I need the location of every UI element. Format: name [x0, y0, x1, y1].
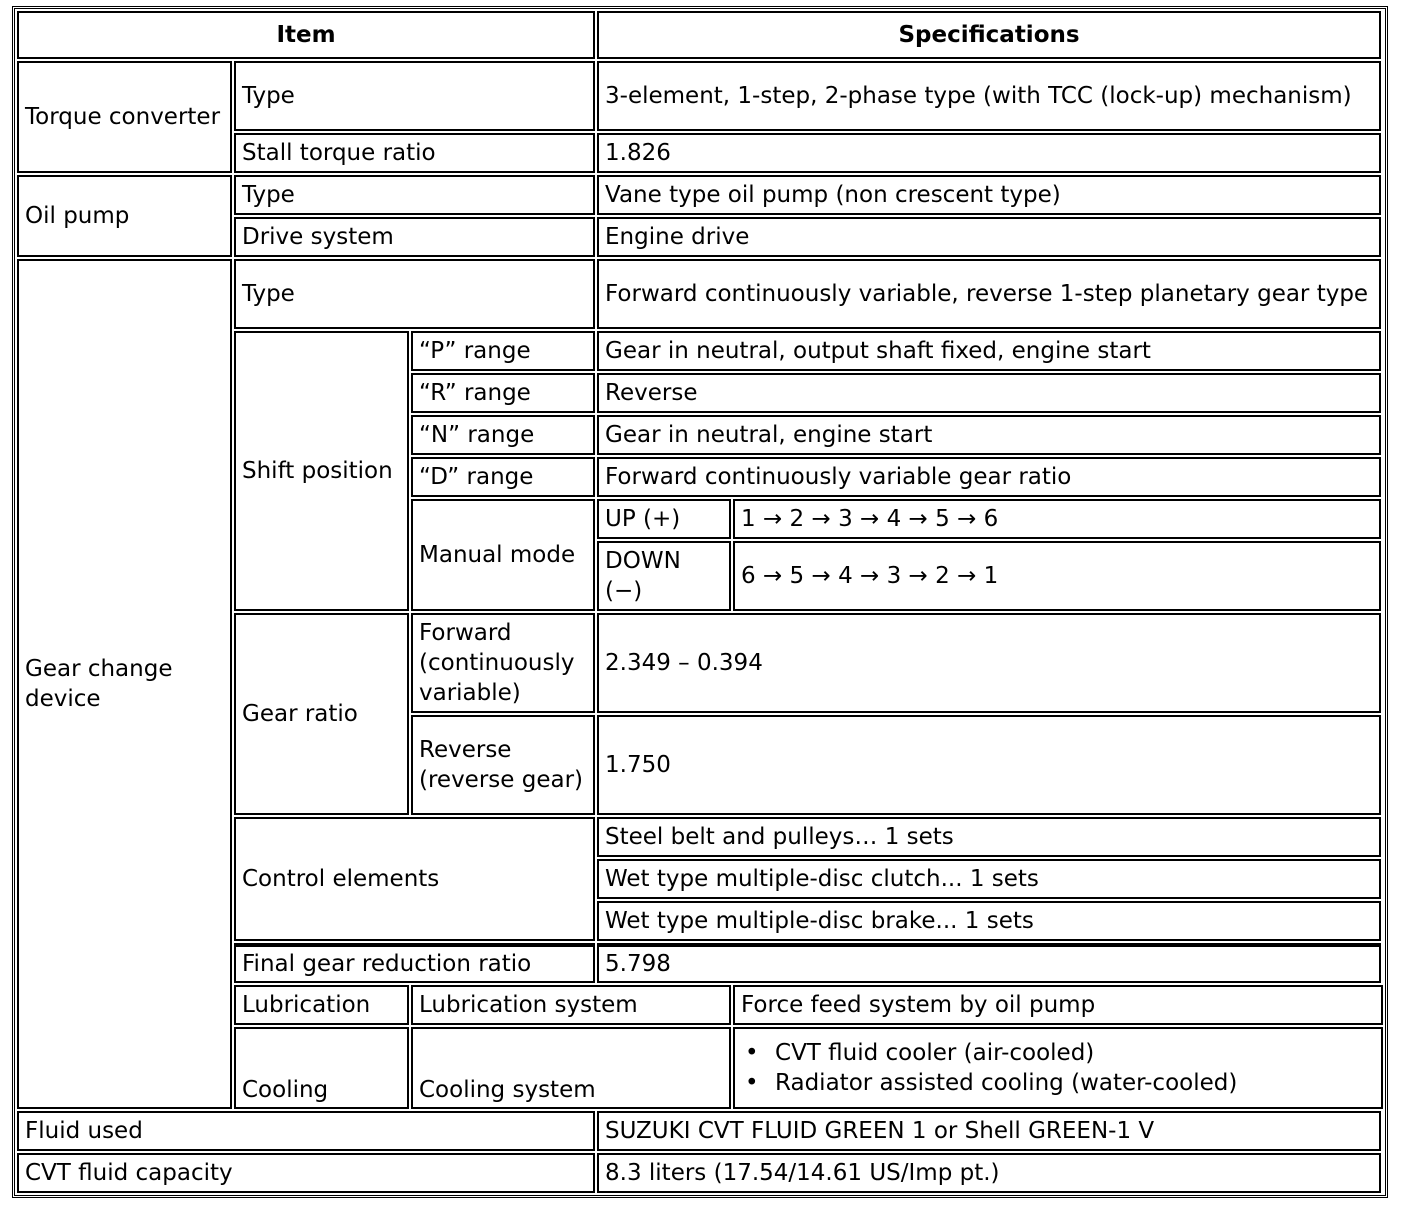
header-specifications: Specifications	[597, 11, 1381, 59]
forward-label: Forward (continuously variable)	[411, 613, 595, 713]
gear-change-type-value: Forward continuously variable, reverse 1-step planetary gear type	[597, 259, 1381, 329]
torque-converter-type-value: 3-element, 1-step, 2-phase type (with TCC (lock-up) mechanism)	[597, 61, 1381, 131]
n-range-value: Gear in neutral, engine start	[597, 415, 1381, 455]
oil-pump-type-label: Type	[234, 175, 595, 215]
p-range-label: “P” range	[411, 331, 595, 371]
p-range-value: Gear in neutral, output shaft fixed, engine start	[597, 331, 1381, 371]
oil-pump-label: Oil pump	[17, 175, 232, 257]
gear-change-type-label: Type	[234, 259, 595, 329]
header-row	[17, 11, 1383, 59]
list-item: • CVT fluid cooler (air-cooled)	[741, 1038, 1375, 1068]
fluid-capacity-label: CVT fluid capacity	[17, 1153, 595, 1193]
table-row	[17, 259, 1383, 329]
header-item: Item	[17, 11, 595, 59]
table-row	[17, 1153, 1383, 1193]
drive-system-value: Engine drive	[597, 217, 1381, 257]
drive-system-label: Drive system	[234, 217, 595, 257]
table-row	[17, 175, 1383, 215]
fluid-used-value: SUZUKI CVT FLUID GREEN 1 or Shell GREEN-1 V	[597, 1111, 1381, 1151]
final-gear-label: Final gear reduction ratio	[234, 943, 595, 983]
fluid-used-label: Fluid used	[17, 1111, 595, 1151]
table-row	[17, 61, 1383, 131]
up-value: 1 → 2 → 3 → 4 → 5 → 6	[733, 499, 1381, 539]
up-label: UP (+)	[597, 499, 731, 539]
torque-converter-label: Torque converter	[17, 61, 232, 173]
stall-torque-value: 1.826	[597, 133, 1381, 173]
final-gear-value: 5.798	[597, 943, 1381, 983]
d-range-value: Forward continuously variable gear ratio	[597, 457, 1381, 497]
stall-torque-label: Stall torque ratio	[234, 133, 595, 173]
cooling-label: Cooling	[234, 1027, 409, 1109]
d-range-label: “D” range	[411, 457, 595, 497]
gear-ratio-label: Gear ratio	[234, 613, 409, 815]
control-elements-label: Control elements	[234, 817, 595, 941]
control-element-item: Steel belt and pulleys… 1 sets	[597, 817, 1381, 857]
control-element-item: Wet type multiple-disc brake... 1 sets	[597, 901, 1381, 941]
spec-table-wrapper	[12, 6, 1388, 1198]
lubrication-system-label: Lubrication system	[411, 985, 731, 1025]
control-element-item: Wet type multiple-disc clutch... 1 sets	[597, 859, 1381, 899]
list-item: • Radiator assisted cooling (water-cooled)	[741, 1068, 1375, 1098]
shift-position-label: Shift position	[234, 331, 409, 611]
specifications-table	[12, 6, 1388, 1198]
r-range-label: “R” range	[411, 373, 595, 413]
reverse-value: 1.750	[597, 715, 1381, 815]
n-range-label: “N” range	[411, 415, 595, 455]
cooling-list	[741, 1038, 1375, 1098]
lubrication-label: Lubrication	[234, 985, 409, 1025]
gear-change-label: Gear change device	[17, 259, 232, 1109]
reverse-label: Reverse (reverse gear)	[411, 715, 595, 815]
oil-pump-type-value: Vane type oil pump (non crescent type)	[597, 175, 1381, 215]
fluid-capacity-value: 8.3 liters (17.54/14.61 US/Imp pt.)	[597, 1153, 1381, 1193]
forward-value: 2.349 – 0.394	[597, 613, 1381, 713]
cooling-system-label: Cooling system	[411, 1027, 731, 1109]
r-range-value: Reverse	[597, 373, 1381, 413]
table-row	[17, 1111, 1383, 1151]
cooling-system-value	[733, 1027, 1383, 1109]
torque-converter-type-label: Type	[234, 61, 595, 131]
down-value: 6 → 5 → 4 → 3 → 2 → 1	[733, 541, 1381, 611]
manual-mode-label: Manual mode	[411, 499, 595, 611]
lubrication-system-value: Force feed system by oil pump	[733, 985, 1383, 1025]
down-label: DOWN (−)	[597, 541, 731, 611]
